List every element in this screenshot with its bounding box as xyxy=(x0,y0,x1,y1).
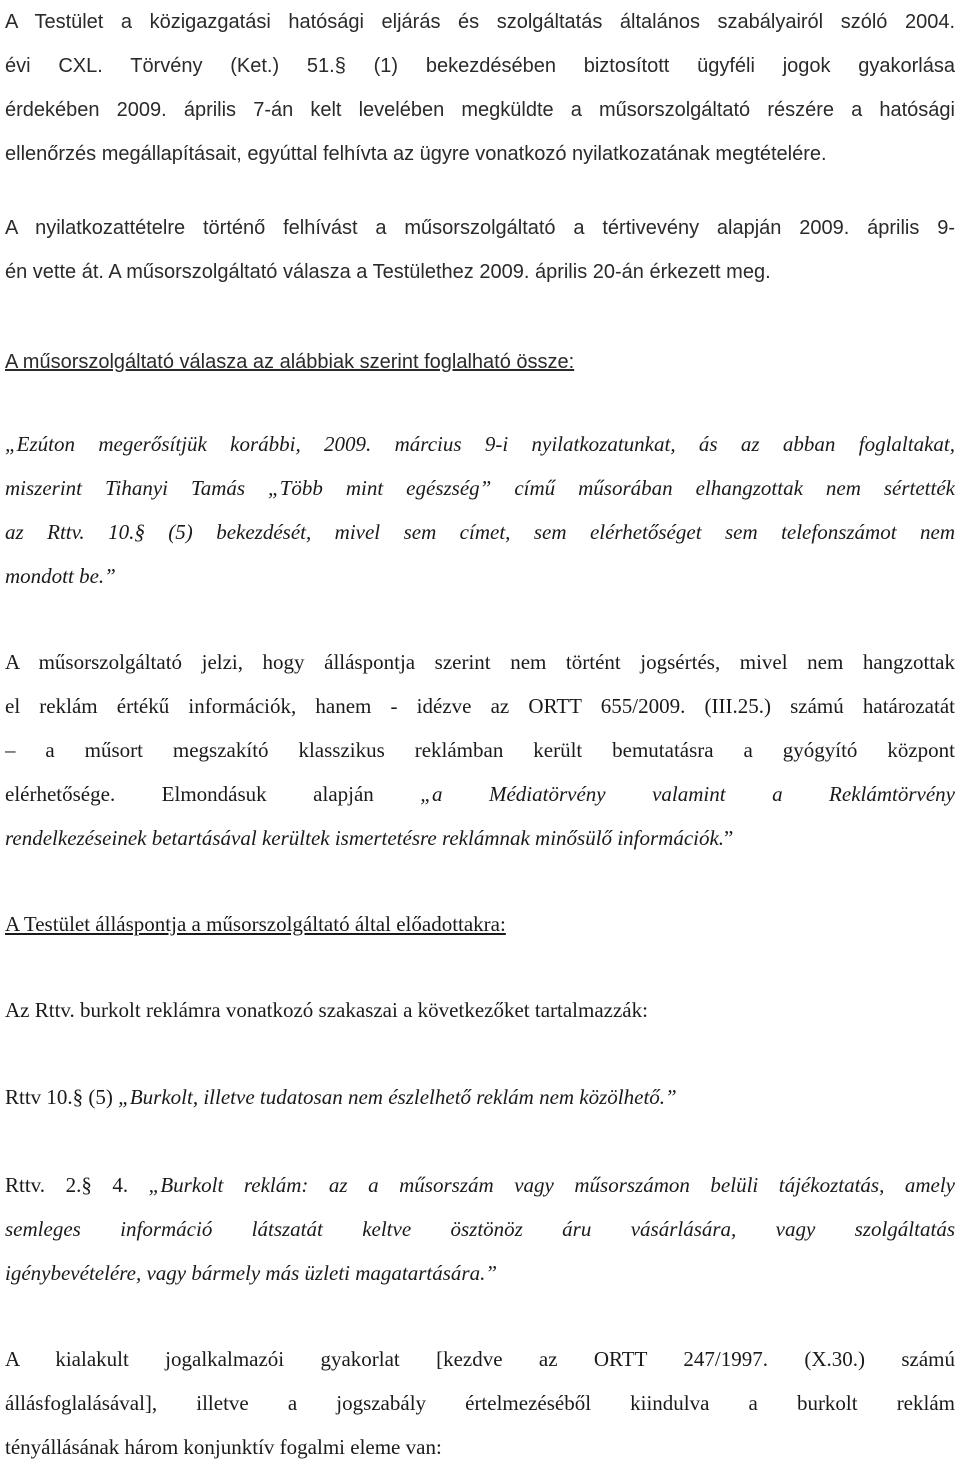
text-line: – a műsort megszakító klasszikus reklámban került bemutatásra a gyógyító központ xyxy=(5,738,955,762)
section-heading-board-position xyxy=(5,902,955,946)
paragraph-broadcaster-quote xyxy=(5,422,955,598)
citation-quote: „Burkolt reklám: az a műsorszám vagy műsorszámon belüli tájékoztatás, amely xyxy=(148,1173,955,1197)
text-line: A Testület a közigazgatási hatósági eljárás és szolgáltatás általános szabályairól szóló 2004. xyxy=(5,11,955,33)
paragraph-procedure-notice xyxy=(5,0,955,176)
text-line: A kialakult jogalkalmazói gyakorlat [kezdve az ORTT 247/1997. (X.30.) számú xyxy=(5,1347,955,1371)
text-line: mondott be.” xyxy=(5,564,116,588)
text-line xyxy=(5,1075,955,1119)
text-line: évi CXL. Törvény (Ket.) 51.§ (1) bekezdésében biztosított ügyféli jogok gyakorlása xyxy=(5,55,955,77)
text-line: ellenőrzés megállapításait, egyúttal felhívta az ügyre vonatkozó nyilatkozatának megtételére. xyxy=(5,143,827,165)
text-line xyxy=(5,772,955,816)
paragraph-receipt xyxy=(5,206,955,294)
text-line: „Ezúton megerősítjük korábbi, 2009. március 9-i nyilatkozatunkat, ás az abban foglaltakat, xyxy=(5,432,955,456)
text-line: miszerint Tihanyi Tamás „Több mint egészség” című műsorában elhangzottak nem sértették xyxy=(5,476,955,500)
text-line: igénybevételére, vagy bármely más üzleti magatartására.” xyxy=(5,1261,498,1285)
citation-prefix: Rttv 10.§ (5) xyxy=(5,1085,119,1109)
paragraph-broadcaster-position xyxy=(5,640,955,860)
heading-text: A műsorszolgáltató válasza az alábbiak szerint foglalható össze: xyxy=(5,351,575,373)
paragraph-rttv-10-5 xyxy=(5,1075,955,1119)
section-heading-response-summary xyxy=(5,340,955,384)
text-line: A műsorszolgáltató jelzi, hogy álláspontja szerint nem történt jogsértés, mivel nem hangzottak xyxy=(5,650,955,674)
text-line: én vette át. A műsorszolgáltató válasza a Testülethez 2009. április 20-án érkezett meg. xyxy=(5,261,771,283)
text-italic-quote: „a Médiatörvény valamint a Reklámtörvény xyxy=(420,782,955,806)
paragraph-rttv-2-4 xyxy=(5,1163,955,1295)
paragraph-legal-practice xyxy=(5,1337,955,1469)
text-line xyxy=(5,816,955,860)
text-line: állásfoglalásával], illetve a jogszabály értelmezéséből kiindulva a burkolt reklám xyxy=(5,1391,955,1415)
citation-quote: „Burkolt, illetve tudatosan nem észlelhető reklám nem közölhető.” xyxy=(118,1085,677,1109)
text-line xyxy=(5,1163,955,1207)
paragraph-rttv-intro xyxy=(5,988,955,1032)
text-line: érdekében 2009. április 7-án kelt levelében megküldte a műsorszolgáltató részére a hatósági xyxy=(5,99,955,121)
text-line: A nyilatkozattételre történő felhívást a műsorszolgáltató a tértivevény alapján 2009. április 9- xyxy=(5,217,955,239)
text-line: Az Rttv. burkolt reklámra vonatkozó szakaszai a következőket tartalmazzák: xyxy=(5,998,648,1022)
text-plain: ” xyxy=(724,826,734,850)
text-italic-quote: rendelkezéseinek betartásával kerültek ismertetésre reklámnak minősülő információk. xyxy=(5,826,725,850)
heading-text: A Testület álláspontja a műsorszolgáltató által előadottakra: xyxy=(5,912,506,936)
text-line: az Rttv. 10.§ (5) bekezdését, mivel sem címet, sem elérhetőséget sem telefonszámot nem xyxy=(5,520,955,544)
text-plain: elérhetősége. Elmondásuk alapján xyxy=(5,782,421,806)
text-line: semleges információ látszatát keltve ösztönöz áru vásárlására, vagy szolgáltatás xyxy=(5,1217,955,1241)
text-line: el reklám értékű információk, hanem - idézve az ORTT 655/2009. (III.25.) számú határozatát xyxy=(5,694,955,718)
citation-prefix: Rttv. 2.§ 4. xyxy=(5,1173,149,1197)
text-line: tényállásának három konjunktív fogalmi eleme van: xyxy=(5,1435,442,1459)
